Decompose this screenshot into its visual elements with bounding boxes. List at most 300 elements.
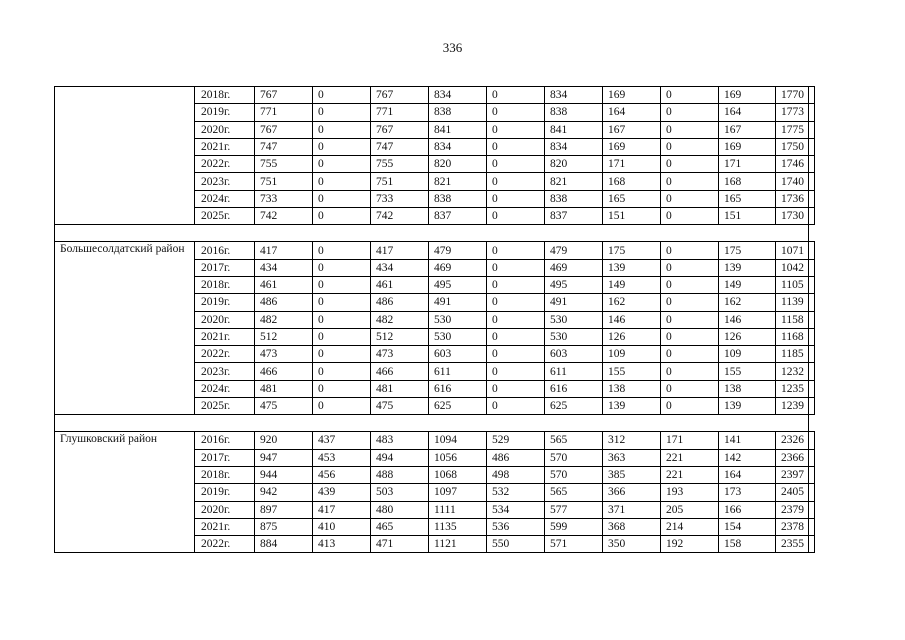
empty-cell — [809, 104, 815, 121]
value-cell: 0 — [487, 208, 545, 225]
value-cell: 173 — [719, 484, 776, 501]
value-cell: 1232 — [776, 363, 809, 380]
value-cell: 149 — [719, 276, 776, 293]
year-cell: 2016г. — [195, 432, 255, 449]
value-cell: 625 — [429, 398, 487, 415]
value-cell: 169 — [603, 138, 661, 155]
empty-cell — [809, 259, 815, 276]
value-cell: 363 — [603, 449, 661, 466]
value-cell: 530 — [545, 328, 603, 345]
value-cell: 570 — [545, 466, 603, 483]
year-cell: 2017г. — [195, 259, 255, 276]
value-cell: 834 — [429, 87, 487, 104]
value-cell: 838 — [429, 104, 487, 121]
empty-cell — [809, 294, 815, 311]
year-cell: 2022г. — [195, 346, 255, 363]
value-cell: 192 — [661, 536, 719, 553]
value-cell: 149 — [603, 276, 661, 293]
value-cell: 1139 — [776, 294, 809, 311]
value-cell: 109 — [603, 346, 661, 363]
value-cell: 0 — [661, 121, 719, 138]
year-cell: 2025г. — [195, 208, 255, 225]
value-cell: 0 — [661, 276, 719, 293]
value-cell: 495 — [545, 276, 603, 293]
value-cell: 570 — [545, 449, 603, 466]
value-cell: 0 — [661, 311, 719, 328]
value-cell: 385 — [603, 466, 661, 483]
value-cell: 312 — [603, 432, 661, 449]
value-cell: 126 — [603, 328, 661, 345]
value-cell: 512 — [255, 328, 313, 345]
year-cell: 2019г. — [195, 104, 255, 121]
year-cell: 2022г. — [195, 536, 255, 553]
value-cell: 1770 — [776, 87, 809, 104]
value-cell: 0 — [487, 87, 545, 104]
value-cell: 482 — [371, 311, 429, 328]
value-cell: 461 — [255, 276, 313, 293]
value-cell: 755 — [255, 156, 313, 173]
value-cell: 0 — [661, 380, 719, 397]
value-cell: 838 — [545, 104, 603, 121]
value-cell: 482 — [255, 311, 313, 328]
value-cell: 126 — [719, 328, 776, 345]
value-cell: 2397 — [776, 466, 809, 483]
value-cell: 1111 — [429, 501, 487, 518]
empty-cell — [809, 398, 815, 415]
value-cell: 167 — [719, 121, 776, 138]
empty-cell — [809, 138, 815, 155]
value-cell: 171 — [661, 432, 719, 449]
table-row — [55, 87, 815, 104]
value-cell: 475 — [255, 398, 313, 415]
value-cell: 469 — [545, 259, 603, 276]
value-cell: 611 — [545, 363, 603, 380]
year-cell: 2025г. — [195, 398, 255, 415]
value-cell: 1158 — [776, 311, 809, 328]
value-cell: 0 — [313, 328, 371, 345]
value-cell: 437 — [313, 432, 371, 449]
empty-cell — [809, 449, 815, 466]
value-cell: 0 — [487, 259, 545, 276]
value-cell: 417 — [255, 242, 313, 259]
empty-cell — [809, 242, 815, 259]
value-cell: 0 — [661, 363, 719, 380]
value-cell: 146 — [603, 311, 661, 328]
value-cell: 439 — [313, 484, 371, 501]
value-cell: 0 — [661, 328, 719, 345]
value-cell: 875 — [255, 518, 313, 535]
value-cell: 603 — [545, 346, 603, 363]
year-cell: 2021г. — [195, 328, 255, 345]
value-cell: 1135 — [429, 518, 487, 535]
district-name-cell — [55, 87, 195, 225]
value-cell: 0 — [487, 380, 545, 397]
value-cell: 0 — [313, 276, 371, 293]
value-cell: 611 — [429, 363, 487, 380]
year-cell: 2016г. — [195, 242, 255, 259]
value-cell: 0 — [313, 259, 371, 276]
district-name-cell: Большесолдатский район — [55, 242, 195, 415]
value-cell: 733 — [371, 190, 429, 207]
value-cell: 0 — [313, 87, 371, 104]
value-cell: 165 — [719, 190, 776, 207]
value-cell: 154 — [719, 518, 776, 535]
value-cell: 834 — [545, 138, 603, 155]
value-cell: 175 — [603, 242, 661, 259]
value-cell: 162 — [603, 294, 661, 311]
value-cell: 1121 — [429, 536, 487, 553]
value-cell: 413 — [313, 536, 371, 553]
value-cell: 165 — [603, 190, 661, 207]
value-cell: 2326 — [776, 432, 809, 449]
year-cell: 2024г. — [195, 190, 255, 207]
value-cell: 486 — [371, 294, 429, 311]
value-cell: 837 — [545, 208, 603, 225]
value-cell: 146 — [719, 311, 776, 328]
value-cell: 456 — [313, 466, 371, 483]
value-cell: 214 — [661, 518, 719, 535]
separator-cell — [55, 415, 809, 432]
value-cell: 0 — [487, 311, 545, 328]
value-cell: 475 — [371, 398, 429, 415]
value-cell: 139 — [603, 259, 661, 276]
value-cell: 1730 — [776, 208, 809, 225]
value-cell: 417 — [371, 242, 429, 259]
year-cell: 2020г. — [195, 311, 255, 328]
value-cell: 534 — [487, 501, 545, 518]
value-cell: 494 — [371, 449, 429, 466]
value-cell: 1094 — [429, 432, 487, 449]
value-cell: 755 — [371, 156, 429, 173]
year-cell: 2018г. — [195, 276, 255, 293]
value-cell: 193 — [661, 484, 719, 501]
year-cell: 2018г. — [195, 87, 255, 104]
value-cell: 1750 — [776, 138, 809, 155]
value-cell: 751 — [255, 173, 313, 190]
value-cell: 1068 — [429, 466, 487, 483]
year-cell: 2020г. — [195, 501, 255, 518]
value-cell: 529 — [487, 432, 545, 449]
value-cell: 1185 — [776, 346, 809, 363]
value-cell: 0 — [661, 346, 719, 363]
value-cell: 488 — [371, 466, 429, 483]
value-cell: 0 — [487, 276, 545, 293]
value-cell: 139 — [719, 398, 776, 415]
value-cell: 175 — [719, 242, 776, 259]
value-cell: 838 — [429, 190, 487, 207]
value-cell: 1773 — [776, 104, 809, 121]
value-cell: 434 — [255, 259, 313, 276]
value-cell: 151 — [719, 208, 776, 225]
value-cell: 0 — [487, 190, 545, 207]
value-cell: 599 — [545, 518, 603, 535]
value-cell: 417 — [313, 501, 371, 518]
empty-cell — [809, 518, 815, 535]
value-cell: 771 — [255, 104, 313, 121]
value-cell: 1775 — [776, 121, 809, 138]
value-cell: 841 — [429, 121, 487, 138]
value-cell: 1740 — [776, 173, 809, 190]
value-cell: 486 — [255, 294, 313, 311]
value-cell: 532 — [487, 484, 545, 501]
empty-cell — [809, 432, 815, 449]
value-cell: 0 — [487, 363, 545, 380]
value-cell: 2405 — [776, 484, 809, 501]
value-cell: 603 — [429, 346, 487, 363]
value-cell: 481 — [255, 380, 313, 397]
value-cell: 491 — [545, 294, 603, 311]
value-cell: 512 — [371, 328, 429, 345]
value-cell: 0 — [313, 346, 371, 363]
value-cell: 491 — [429, 294, 487, 311]
value-cell: 168 — [719, 173, 776, 190]
value-cell: 834 — [429, 138, 487, 155]
value-cell: 142 — [719, 449, 776, 466]
year-cell: 2023г. — [195, 173, 255, 190]
year-cell: 2020г. — [195, 121, 255, 138]
value-cell: 0 — [661, 208, 719, 225]
value-cell: 0 — [487, 294, 545, 311]
value-cell: 0 — [661, 138, 719, 155]
value-cell: 169 — [603, 87, 661, 104]
empty-cell — [809, 328, 815, 345]
value-cell: 767 — [371, 121, 429, 138]
value-cell: 530 — [545, 311, 603, 328]
year-cell: 2019г. — [195, 484, 255, 501]
value-cell: 0 — [661, 156, 719, 173]
value-cell: 1235 — [776, 380, 809, 397]
value-cell: 162 — [719, 294, 776, 311]
empty-cell — [809, 276, 815, 293]
value-cell: 1056 — [429, 449, 487, 466]
separator-cell — [55, 225, 809, 242]
empty-cell — [809, 311, 815, 328]
value-cell: 461 — [371, 276, 429, 293]
value-cell: 164 — [603, 104, 661, 121]
value-cell: 530 — [429, 311, 487, 328]
value-cell: 0 — [661, 104, 719, 121]
value-cell: 1736 — [776, 190, 809, 207]
value-cell: 947 — [255, 449, 313, 466]
value-cell: 0 — [487, 104, 545, 121]
value-cell: 169 — [719, 87, 776, 104]
value-cell: 834 — [545, 87, 603, 104]
value-cell: 453 — [313, 449, 371, 466]
value-cell: 0 — [313, 156, 371, 173]
value-cell: 0 — [661, 294, 719, 311]
value-cell: 138 — [719, 380, 776, 397]
value-cell: 0 — [313, 173, 371, 190]
value-cell: 168 — [603, 173, 661, 190]
year-cell: 2024г. — [195, 380, 255, 397]
year-cell: 2021г. — [195, 138, 255, 155]
value-cell: 1746 — [776, 156, 809, 173]
value-cell: 2378 — [776, 518, 809, 535]
empty-cell — [809, 380, 815, 397]
value-cell: 139 — [719, 259, 776, 276]
value-cell: 0 — [313, 363, 371, 380]
empty-cell — [809, 190, 815, 207]
empty-cell — [809, 466, 815, 483]
value-cell: 1105 — [776, 276, 809, 293]
value-cell: 550 — [487, 536, 545, 553]
value-cell: 205 — [661, 501, 719, 518]
value-cell: 536 — [487, 518, 545, 535]
value-cell: 368 — [603, 518, 661, 535]
value-cell: 565 — [545, 432, 603, 449]
value-cell: 0 — [313, 294, 371, 311]
value-cell: 0 — [487, 156, 545, 173]
empty-cell — [809, 346, 815, 363]
value-cell: 469 — [429, 259, 487, 276]
value-cell: 1071 — [776, 242, 809, 259]
value-cell: 767 — [255, 121, 313, 138]
value-cell: 2366 — [776, 449, 809, 466]
value-cell: 486 — [487, 449, 545, 466]
value-cell: 109 — [719, 346, 776, 363]
value-cell: 897 — [255, 501, 313, 518]
empty-cell — [809, 536, 815, 553]
value-cell: 0 — [313, 398, 371, 415]
value-cell: 767 — [371, 87, 429, 104]
value-cell: 164 — [719, 466, 776, 483]
value-cell: 821 — [545, 173, 603, 190]
value-cell: 473 — [371, 346, 429, 363]
value-cell: 466 — [371, 363, 429, 380]
value-cell: 221 — [661, 449, 719, 466]
value-cell: 625 — [545, 398, 603, 415]
value-cell: 155 — [719, 363, 776, 380]
value-cell: 820 — [429, 156, 487, 173]
value-cell: 1168 — [776, 328, 809, 345]
value-cell: 371 — [603, 501, 661, 518]
value-cell: 498 — [487, 466, 545, 483]
value-cell: 503 — [371, 484, 429, 501]
value-cell: 571 — [545, 536, 603, 553]
value-cell: 767 — [255, 87, 313, 104]
value-cell: 481 — [371, 380, 429, 397]
value-cell: 479 — [545, 242, 603, 259]
empty-cell — [809, 208, 815, 225]
value-cell: 495 — [429, 276, 487, 293]
value-cell: 139 — [603, 398, 661, 415]
value-cell: 434 — [371, 259, 429, 276]
value-cell: 841 — [545, 121, 603, 138]
value-cell: 616 — [429, 380, 487, 397]
value-cell: 0 — [487, 328, 545, 345]
value-cell: 471 — [371, 536, 429, 553]
value-cell: 944 — [255, 466, 313, 483]
value-cell: 747 — [255, 138, 313, 155]
value-cell: 480 — [371, 501, 429, 518]
value-cell: 0 — [487, 242, 545, 259]
value-cell: 771 — [371, 104, 429, 121]
empty-cell — [809, 156, 815, 173]
value-cell: 751 — [371, 173, 429, 190]
statistics-table — [54, 86, 815, 553]
value-cell: 483 — [371, 432, 429, 449]
value-cell: 747 — [371, 138, 429, 155]
year-cell: 2023г. — [195, 363, 255, 380]
value-cell: 942 — [255, 484, 313, 501]
empty-cell — [809, 501, 815, 518]
page-number: 336 — [442, 40, 463, 55]
value-cell: 0 — [661, 242, 719, 259]
value-cell: 0 — [313, 311, 371, 328]
empty-cell — [809, 173, 815, 190]
value-cell: 0 — [661, 87, 719, 104]
value-cell: 884 — [255, 536, 313, 553]
year-cell: 2017г. — [195, 449, 255, 466]
value-cell: 350 — [603, 536, 661, 553]
value-cell: 0 — [661, 190, 719, 207]
value-cell: 158 — [719, 536, 776, 553]
value-cell: 0 — [313, 208, 371, 225]
value-cell: 0 — [487, 138, 545, 155]
value-cell: 410 — [313, 518, 371, 535]
value-cell: 565 — [545, 484, 603, 501]
value-cell: 169 — [719, 138, 776, 155]
value-cell: 164 — [719, 104, 776, 121]
value-cell: 577 — [545, 501, 603, 518]
year-cell: 2021г. — [195, 518, 255, 535]
empty-cell — [809, 87, 815, 104]
value-cell: 167 — [603, 121, 661, 138]
value-cell: 1239 — [776, 398, 809, 415]
value-cell: 151 — [603, 208, 661, 225]
value-cell: 530 — [429, 328, 487, 345]
value-cell: 616 — [545, 380, 603, 397]
empty-cell — [809, 363, 815, 380]
section-separator-row — [55, 225, 815, 242]
value-cell: 837 — [429, 208, 487, 225]
value-cell: 0 — [313, 380, 371, 397]
value-cell: 221 — [661, 466, 719, 483]
value-cell: 0 — [487, 173, 545, 190]
year-cell: 2022г. — [195, 156, 255, 173]
value-cell: 473 — [255, 346, 313, 363]
value-cell: 0 — [661, 398, 719, 415]
value-cell: 171 — [603, 156, 661, 173]
value-cell: 0 — [313, 104, 371, 121]
value-cell: 0 — [313, 190, 371, 207]
empty-cell — [809, 484, 815, 501]
value-cell: 0 — [313, 138, 371, 155]
value-cell: 0 — [661, 259, 719, 276]
empty-cell — [809, 121, 815, 138]
value-cell: 166 — [719, 501, 776, 518]
value-cell: 466 — [255, 363, 313, 380]
year-cell: 2019г. — [195, 294, 255, 311]
district-name-cell: Глушковский район — [55, 432, 195, 553]
value-cell: 820 — [545, 156, 603, 173]
value-cell: 0 — [487, 346, 545, 363]
value-cell: 0 — [661, 173, 719, 190]
value-cell: 1097 — [429, 484, 487, 501]
value-cell: 155 — [603, 363, 661, 380]
value-cell: 920 — [255, 432, 313, 449]
section-separator-row — [55, 415, 815, 432]
value-cell: 0 — [487, 121, 545, 138]
value-cell: 742 — [255, 208, 313, 225]
value-cell: 742 — [371, 208, 429, 225]
value-cell: 821 — [429, 173, 487, 190]
value-cell: 479 — [429, 242, 487, 259]
table-row — [55, 242, 815, 259]
year-cell: 2018г. — [195, 466, 255, 483]
table-row — [55, 432, 815, 449]
value-cell: 366 — [603, 484, 661, 501]
